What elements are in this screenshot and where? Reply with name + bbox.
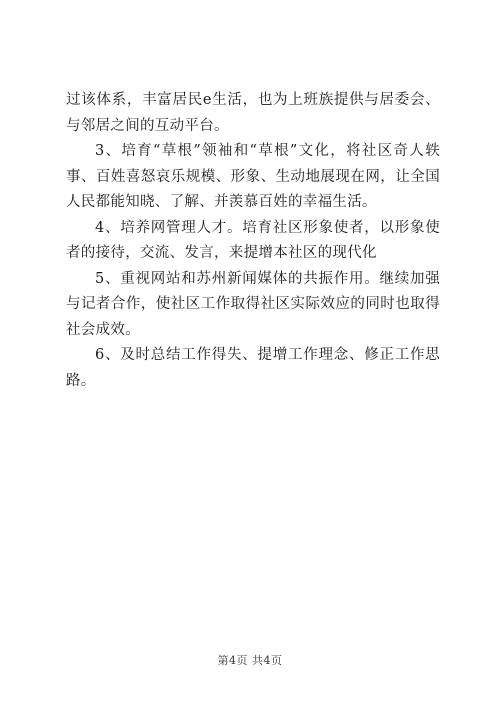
paragraph-item-4: 4、培养网管理人才。培育社区形象使者，以形象使者的接待，交流、发言，来提增本社区的现代化: [66, 219, 440, 261]
page-footer: [0, 652, 500, 668]
paragraph-item-3: 3、培育“草根”领袖和“草根”文化，将社区奇人轶事、百姓喜怒哀乐规模、形象、生动地展现在网，让全国人民都能知晓、了解、并羡慕百姓的幸福生活。: [66, 143, 440, 210]
paragraph-item-5: 5、重视网站和苏州新闻媒体的共振作用。继续加强与记者合作，使社区工作取得社区实际效应的同时也取得社会成效。: [66, 270, 440, 338]
document-body: [66, 88, 440, 394]
paragraph-item-6: 6、及时总结工作得失、提增工作理念、修正工作思路。: [66, 347, 440, 389]
paragraph-continuation: 过该体系，丰富居民e生活，也为上班族提供与居委会、与邻居之间的互动平台。: [66, 92, 440, 134]
page-number-label: 第4页 共4页: [217, 654, 283, 667]
